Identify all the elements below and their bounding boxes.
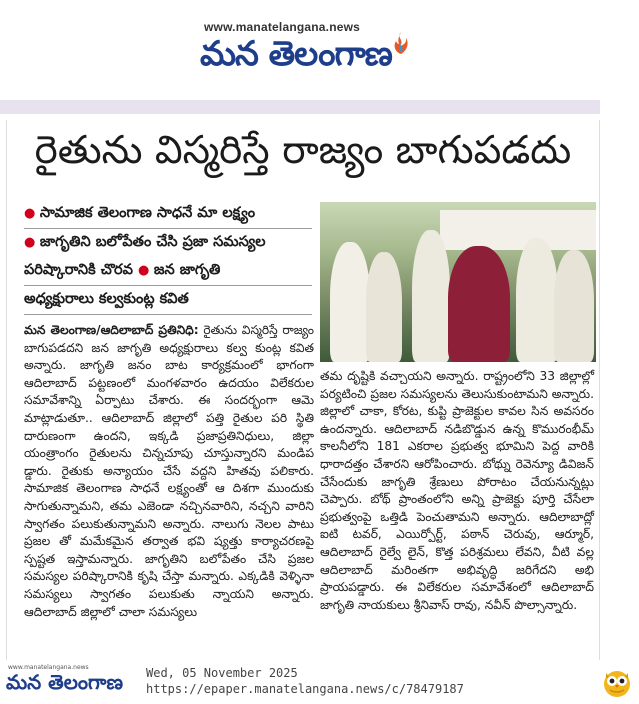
article-body-column-1 xyxy=(24,322,314,621)
masthead xyxy=(0,0,639,96)
site-url: www.manatelangana.news xyxy=(204,20,360,34)
masthead-divider xyxy=(0,100,600,114)
bullet-icon: ● xyxy=(24,235,40,250)
owl-icon xyxy=(600,665,634,699)
footer-logo: మన తెలంగాణ xyxy=(6,670,123,694)
photo-banner xyxy=(440,210,596,250)
subhead-1: ● సామాజిక తెలంగాణ సాధనే మా లక్ష్యం xyxy=(24,200,312,229)
footer-site-url: www.manatelangana.news xyxy=(8,664,89,671)
subhead-3: పరిష్కారానికి చొరవ ● జన జాగృతి xyxy=(24,257,312,286)
article-photo xyxy=(320,202,596,362)
subhead-4: అధ్యక్షురాలు కల్వకుంట్ల కవిత xyxy=(24,286,312,315)
photo-person xyxy=(448,246,510,362)
bullet-icon: ● xyxy=(24,206,40,221)
dateline: మన తెలంగాణ/ఆదిలాబాద్ ప్రతినిధి: xyxy=(24,323,199,337)
article-headline: రైతును విస్మరిస్తే రాజ్యం బాగుపడదు xyxy=(34,128,572,173)
footer-date: Wed, 05 November 2025 xyxy=(146,666,298,680)
photo-person xyxy=(366,252,402,362)
article-body-column-2 xyxy=(320,368,594,614)
column-2-text: తమ దృష్టికి వచ్చాయని అన్నారు. రాష్ట్రంలోని 33 జిల్లాల్లో పర్యటించి ప్రజల సమస్యలను తెలుసుకుంటామని అన్నారు. జిల్లాలో చాకా, కోరట, కుప్టి ప్రాజెక్టుల కావల సిన అవసరం ఉందన్నారు. ఆదిలాబాద్ నడిబొడ్డున ఉన్న కొమురంభీమ్ కాలనీలోని 181 ఎకరాల ప్రభుత్వ భూమిని పెద్ద వారికి ధారాదత్తం చేశారని ఆరోపించారు. బోథ్ను రెవెన్యూ డివిజన్ చేసేందుకు జాగృతి శ్రేణులు పోరాటం చేయనున్నట్లు చెప్పారు. బోథ్ ప్రాంతంలోని అన్ని ప్రాజెక్టు పూర్తి చేసేలా ప్రభుత్వంపై ఒత్తిడి పెంచుతామని అన్నారు. ఆదిలాబాద్లో ఐటి టవర్, ఎయిర్పోర్ట్, పఠాన్ చెరువు, ఆర్మూర్, ఆదిలాబాద్ రైల్వే లైన్, కొత్త పరిశ్రమలు లేవని, వీటి వల్ల ఆదిలాబాద్ మరింతగా అభివృద్ధి జరిగేదని అభి ప్రాయపడ్డారు. ఈ విలేకరుల సమావేశంలో ఆదిలాబాద్ జాగృతి నాయకులు శ్రీనివాస్ రావు, నవీన్ పొల్సాన్నారు. xyxy=(320,369,594,612)
photo-person xyxy=(516,238,558,362)
bullet-icon: ● xyxy=(138,263,154,278)
photo-person xyxy=(554,250,594,362)
subheads xyxy=(24,200,312,315)
footer-link[interactable]: https://epaper.manatelangana.news/c/78479187 xyxy=(146,682,464,696)
photo-person xyxy=(412,230,450,362)
column-1-text: రైతును విస్మరిస్తే రాజ్యం బాగుపడదని జన జాగృతి అధ్యక్షురాలు కల్వ కుంట్ల కవిత అన్నారు. జాగృతి జనం బాట కార్యక్రమంలో భాగంగా ఆదిలాబాద్ పట్టణంలో మంగళవారం ఉదయం విలేకరుల సమావేశాన్ని ఏర్పాటు చేశారు. ఈ సందర్భంగా ఆమె మాట్లాడుతూ.. ఆదిలాబాద్ జిల్లాలో పత్తి రైతుల పరి స్థితి దారుణంగా ఉందని, ఇక్కడి ప్రజాప్రతినిధులు, జిల్లా యంత్రాంగం రైతులను చిన్నచూపు చూస్తున్నారని మండిప డ్డారు. రైతుకు అన్యాయం చేసే వద్దని హితవు పలికారు. సామాజిక తెలంగాణ సాధనే లక్ష్యంతో ఆ దిశగా ముందుకు సాగుతున్నామని, తమ ఎజెండా నచ్చినవారిని, నచ్చని వారిని స్వాగతం పలుకుతున్నామని అన్నారు. నాలుగు నెలల పాటు ప్రజల తో మమేకమైన తర్వాత భవి ష్యత్తు కార్యాచరణపై స్పష్టత ఇస్తామన్నారు. జాగృతిని బలోపేతం చేసి ప్రజల సమస్యల పరిష్కారానికి కృషి చేస్తా మన్నారు. ఎక్కడికి వెళ్ళినా సమస్యలు స్వాగతం పలుకుతు న్నాయని అన్నారు. ఆదిలాబాద్ జిల్లాలో చాలా సమస్యలు xyxy=(24,323,314,619)
photo-person xyxy=(330,242,370,362)
flame-icon xyxy=(390,30,412,56)
subhead-2: ● జాగృతిని బలోపేతం చేసి ప్రజా సమస్యల xyxy=(24,234,266,250)
newspaper-logo: మన తెలంగాణ xyxy=(200,34,392,74)
